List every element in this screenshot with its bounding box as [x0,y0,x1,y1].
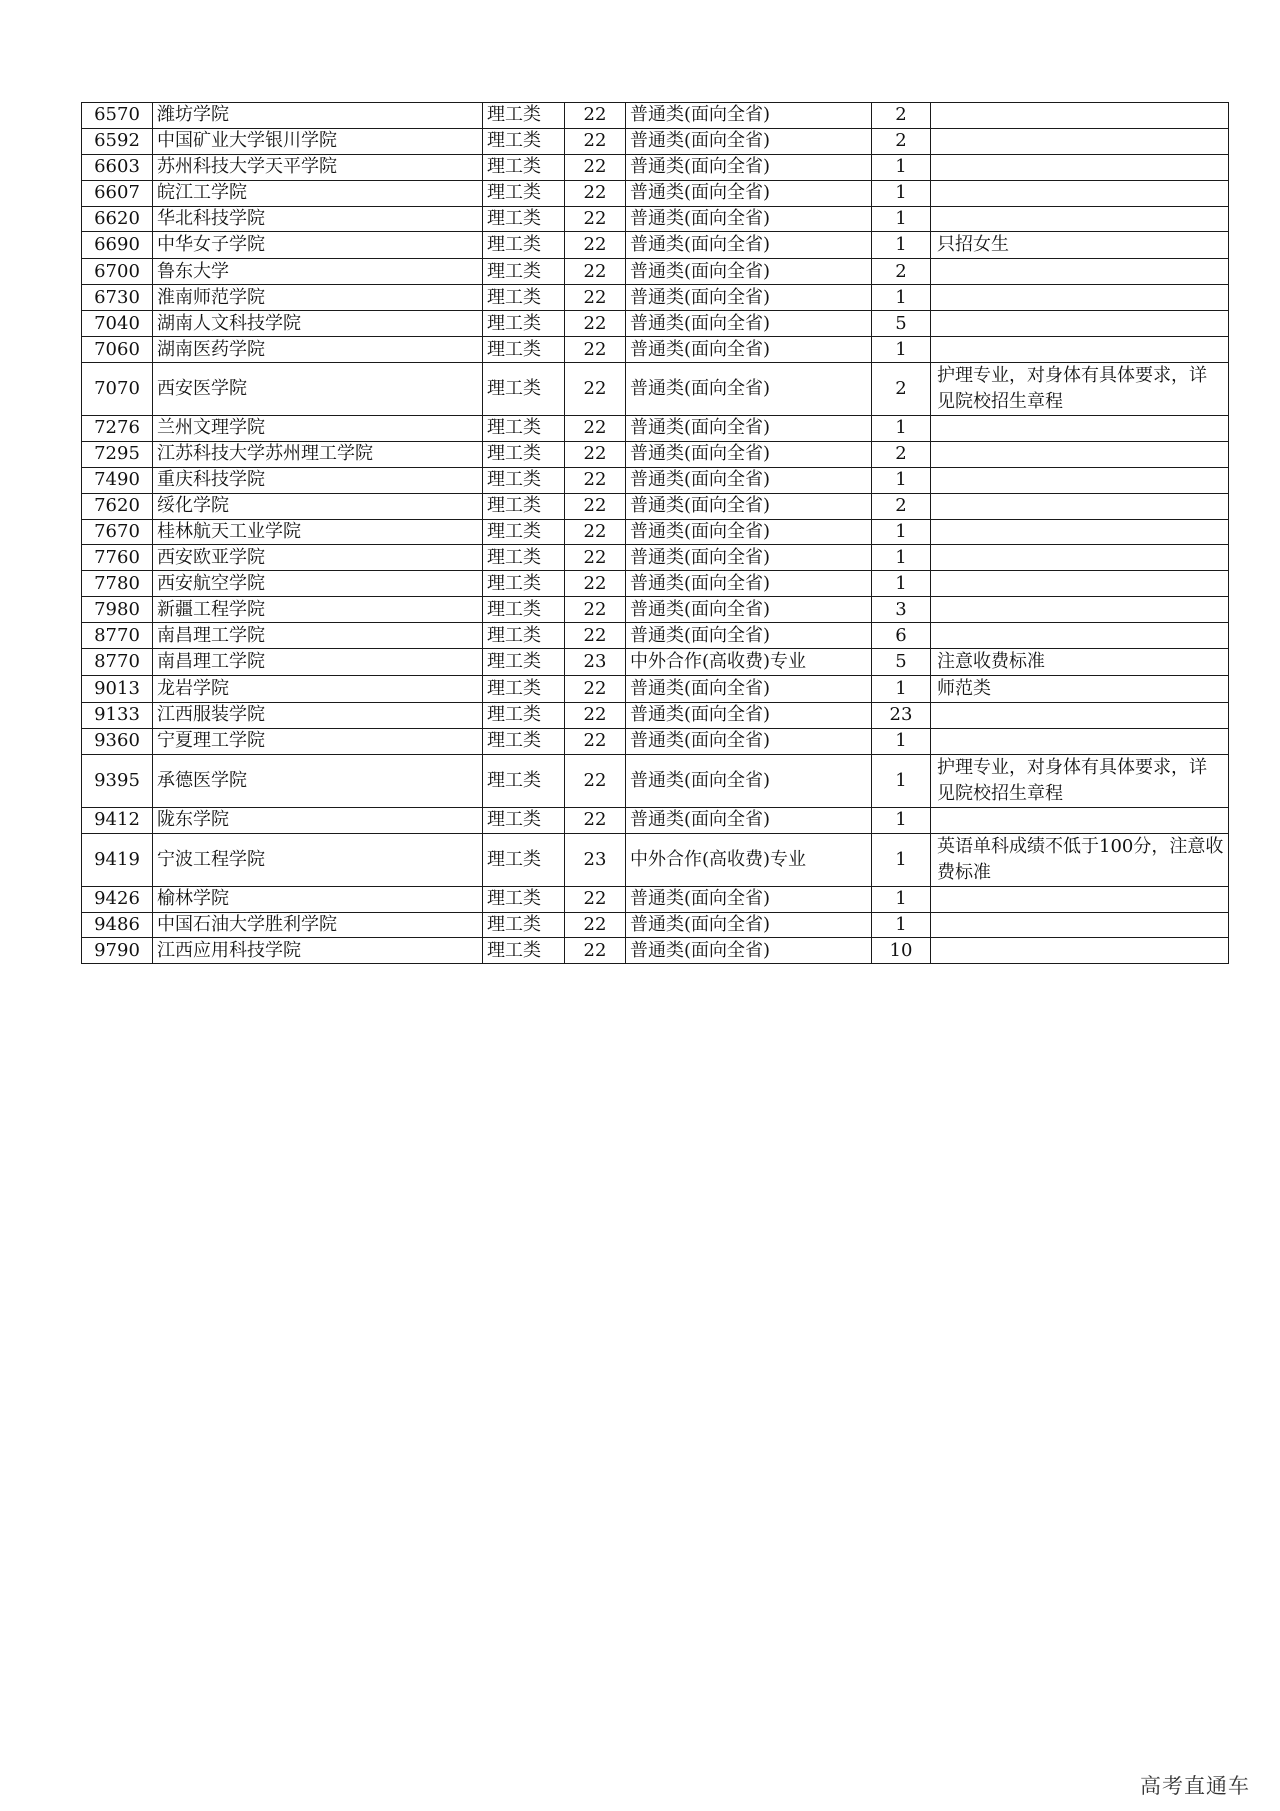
table-row [82,311,1229,337]
subject-category-cell: 理工类 [483,337,565,363]
plan-type-cell: 普通类(面向全省) [626,493,872,519]
note-cell [931,311,1229,337]
plan-type-cell: 普通类(面向全省) [626,467,872,493]
batch-code-cell: 22 [565,467,626,493]
batch-code-cell: 22 [565,311,626,337]
table-row [82,467,1229,493]
school-code-cell: 8770 [82,649,153,676]
school-code-cell: 9486 [82,912,153,938]
school-code-cell: 7980 [82,597,153,623]
batch-code-cell: 22 [565,519,626,545]
note-cell [931,807,1229,833]
batch-code-cell: 22 [565,623,626,649]
batch-code-cell: 22 [565,337,626,363]
school-name-cell: 南昌理工学院 [153,649,483,676]
plan-count-cell: 2 [872,103,931,129]
table-row [82,180,1229,206]
table-row [82,807,1229,833]
note-cell: 注意收费标准 [931,649,1229,676]
subject-category-cell: 理工类 [483,649,565,676]
subject-category-cell: 理工类 [483,676,565,703]
school-code-cell: 6700 [82,259,153,285]
school-name-cell: 绥化学院 [153,493,483,519]
school-code-cell: 6592 [82,128,153,154]
school-name-cell: 皖江工学院 [153,180,483,206]
subject-category-cell: 理工类 [483,285,565,311]
subject-category-cell: 理工类 [483,441,565,467]
plan-count-cell: 1 [872,180,931,206]
subject-category-cell: 理工类 [483,728,565,754]
plan-type-cell: 中外合作(高收费)专业 [626,833,872,886]
table-row [82,128,1229,154]
subject-category-cell: 理工类 [483,886,565,912]
table-row [82,623,1229,649]
note-cell [931,180,1229,206]
batch-code-cell: 22 [565,545,626,571]
subject-category-cell: 理工类 [483,128,565,154]
note-cell [931,128,1229,154]
school-name-cell: 西安航空学院 [153,571,483,597]
note-cell [931,912,1229,938]
plan-count-cell: 1 [872,232,931,259]
plan-count-cell: 1 [872,519,931,545]
plan-type-cell: 普通类(面向全省) [626,128,872,154]
school-name-cell: 重庆科技学院 [153,467,483,493]
plan-type-cell: 普通类(面向全省) [626,886,872,912]
table-row [82,206,1229,232]
table-row [82,103,1229,129]
school-code-cell: 9419 [82,833,153,886]
plan-count-cell: 1 [872,467,931,493]
plan-count-cell: 1 [872,754,931,807]
school-name-cell: 龙岩学院 [153,676,483,703]
batch-code-cell: 22 [565,128,626,154]
note-cell [931,259,1229,285]
subject-category-cell: 理工类 [483,363,565,416]
plan-count-cell: 1 [872,912,931,938]
subject-category-cell: 理工类 [483,259,565,285]
note-cell: 师范类 [931,676,1229,703]
table-row [82,754,1229,807]
table-row [82,285,1229,311]
school-code-cell: 9013 [82,676,153,703]
school-code-cell: 7490 [82,467,153,493]
school-name-cell: 江西服装学院 [153,703,483,729]
school-code-cell: 7040 [82,311,153,337]
note-cell: 护理专业，对身体有具体要求，详见院校招生章程 [931,363,1229,416]
school-name-cell: 承德医学院 [153,754,483,807]
table-row [82,728,1229,754]
note-cell [931,571,1229,597]
batch-code-cell: 22 [565,206,626,232]
enrollment-plan-sheet [81,102,1228,964]
school-code-cell: 9412 [82,807,153,833]
plan-type-cell: 普通类(面向全省) [626,311,872,337]
note-cell [931,545,1229,571]
plan-type-cell: 普通类(面向全省) [626,807,872,833]
plan-type-cell: 普通类(面向全省) [626,206,872,232]
plan-type-cell: 普通类(面向全省) [626,912,872,938]
table-row [82,493,1229,519]
batch-code-cell: 22 [565,597,626,623]
school-code-cell: 9133 [82,703,153,729]
batch-code-cell: 22 [565,676,626,703]
subject-category-cell: 理工类 [483,833,565,886]
table-row [82,571,1229,597]
school-code-cell: 7060 [82,337,153,363]
school-name-cell: 湖南人文科技学院 [153,311,483,337]
school-code-cell: 8770 [82,623,153,649]
school-name-cell: 西安医学院 [153,363,483,416]
table-row [82,938,1229,964]
plan-count-cell: 1 [872,833,931,886]
school-code-cell: 6570 [82,103,153,129]
school-name-cell: 兰州文理学院 [153,416,483,442]
batch-code-cell: 22 [565,493,626,519]
school-name-cell: 淮南师范学院 [153,285,483,311]
school-code-cell: 7070 [82,363,153,416]
subject-category-cell: 理工类 [483,623,565,649]
table-row [82,441,1229,467]
batch-code-cell: 22 [565,416,626,442]
note-cell [931,154,1229,180]
plan-type-cell: 普通类(面向全省) [626,180,872,206]
plan-type-cell: 普通类(面向全省) [626,597,872,623]
subject-category-cell: 理工类 [483,807,565,833]
plan-count-cell: 1 [872,807,931,833]
school-name-cell: 江西应用科技学院 [153,938,483,964]
school-code-cell: 9360 [82,728,153,754]
subject-category-cell: 理工类 [483,103,565,129]
school-code-cell: 6603 [82,154,153,180]
plan-type-cell: 普通类(面向全省) [626,938,872,964]
note-cell: 只招女生 [931,232,1229,259]
note-cell [931,103,1229,129]
table-row [82,154,1229,180]
note-cell [931,519,1229,545]
batch-code-cell: 22 [565,938,626,964]
table-row [82,703,1229,729]
plan-type-cell: 普通类(面向全省) [626,728,872,754]
plan-type-cell: 中外合作(高收费)专业 [626,649,872,676]
plan-count-cell: 1 [872,337,931,363]
school-code-cell: 7780 [82,571,153,597]
note-cell [931,623,1229,649]
subject-category-cell: 理工类 [483,232,565,259]
note-cell [931,938,1229,964]
note-cell [931,728,1229,754]
plan-count-cell: 1 [872,676,931,703]
school-code-cell: 6690 [82,232,153,259]
school-name-cell: 鲁东大学 [153,259,483,285]
plan-count-cell: 23 [872,703,931,729]
plan-count-cell: 1 [872,154,931,180]
school-name-cell: 榆林学院 [153,886,483,912]
batch-code-cell: 22 [565,363,626,416]
table-body [82,103,1229,964]
batch-code-cell: 22 [565,154,626,180]
school-name-cell: 江苏科技大学苏州理工学院 [153,441,483,467]
note-cell [931,467,1229,493]
school-name-cell: 新疆工程学院 [153,597,483,623]
note-cell: 护理专业，对身体有具体要求，详见院校招生章程 [931,754,1229,807]
school-code-cell: 7295 [82,441,153,467]
plan-type-cell: 普通类(面向全省) [626,545,872,571]
plan-type-cell: 普通类(面向全省) [626,441,872,467]
subject-category-cell: 理工类 [483,754,565,807]
subject-category-cell: 理工类 [483,545,565,571]
table-row [82,676,1229,703]
school-code-cell: 7276 [82,416,153,442]
plan-count-cell: 2 [872,128,931,154]
plan-type-cell: 普通类(面向全省) [626,154,872,180]
plan-type-cell: 普通类(面向全省) [626,259,872,285]
subject-category-cell: 理工类 [483,938,565,964]
table-row [82,886,1229,912]
plan-count-cell: 2 [872,493,931,519]
batch-code-cell: 22 [565,886,626,912]
plan-count-cell: 3 [872,597,931,623]
plan-type-cell: 普通类(面向全省) [626,363,872,416]
table-row [82,545,1229,571]
subject-category-cell: 理工类 [483,493,565,519]
school-code-cell: 7620 [82,493,153,519]
school-code-cell: 9426 [82,886,153,912]
batch-code-cell: 22 [565,912,626,938]
plan-count-cell: 1 [872,545,931,571]
batch-code-cell: 22 [565,807,626,833]
school-code-cell: 6730 [82,285,153,311]
plan-count-cell: 1 [872,728,931,754]
school-name-cell: 潍坊学院 [153,103,483,129]
subject-category-cell: 理工类 [483,597,565,623]
subject-category-cell: 理工类 [483,311,565,337]
school-name-cell: 中国石油大学胜利学院 [153,912,483,938]
note-cell [931,441,1229,467]
school-name-cell: 湖南医药学院 [153,337,483,363]
table-row [82,416,1229,442]
school-name-cell: 桂林航天工业学院 [153,519,483,545]
subject-category-cell: 理工类 [483,416,565,442]
plan-count-cell: 2 [872,363,931,416]
plan-type-cell: 普通类(面向全省) [626,754,872,807]
table-row [82,363,1229,416]
subject-category-cell: 理工类 [483,519,565,545]
school-name-cell: 西安欧亚学院 [153,545,483,571]
table-row [82,337,1229,363]
batch-code-cell: 22 [565,259,626,285]
batch-code-cell: 22 [565,754,626,807]
subject-category-cell: 理工类 [483,912,565,938]
table-row [82,833,1229,886]
subject-category-cell: 理工类 [483,703,565,729]
school-code-cell: 6607 [82,180,153,206]
plan-count-cell: 10 [872,938,931,964]
school-code-cell: 9790 [82,938,153,964]
school-name-cell: 陇东学院 [153,807,483,833]
note-cell [931,285,1229,311]
plan-count-cell: 5 [872,649,931,676]
school-code-cell: 7670 [82,519,153,545]
note-cell: 英语单科成绩不低于100分，注意收费标准 [931,833,1229,886]
table-row [82,649,1229,676]
watermark-text: 高考直通车 [1140,1774,1250,1798]
enrollment-plan-table [81,102,1229,964]
plan-count-cell: 5 [872,311,931,337]
batch-code-cell: 22 [565,728,626,754]
plan-count-cell: 2 [872,259,931,285]
plan-type-cell: 普通类(面向全省) [626,285,872,311]
plan-count-cell: 2 [872,441,931,467]
plan-type-cell: 普通类(面向全省) [626,337,872,363]
table-row [82,597,1229,623]
note-cell [931,703,1229,729]
table-row [82,232,1229,259]
plan-type-cell: 普通类(面向全省) [626,416,872,442]
subject-category-cell: 理工类 [483,467,565,493]
plan-count-cell: 1 [872,206,931,232]
batch-code-cell: 23 [565,649,626,676]
note-cell [931,337,1229,363]
plan-type-cell: 普通类(面向全省) [626,623,872,649]
plan-type-cell: 普通类(面向全省) [626,676,872,703]
note-cell [931,597,1229,623]
batch-code-cell: 22 [565,441,626,467]
batch-code-cell: 22 [565,180,626,206]
school-code-cell: 7760 [82,545,153,571]
note-cell [931,493,1229,519]
subject-category-cell: 理工类 [483,571,565,597]
plan-count-cell: 1 [872,571,931,597]
plan-type-cell: 普通类(面向全省) [626,519,872,545]
plan-type-cell: 普通类(面向全省) [626,232,872,259]
batch-code-cell: 22 [565,285,626,311]
school-name-cell: 宁夏理工学院 [153,728,483,754]
note-cell [931,206,1229,232]
school-code-cell: 6620 [82,206,153,232]
subject-category-cell: 理工类 [483,206,565,232]
batch-code-cell: 22 [565,232,626,259]
school-name-cell: 中国矿业大学银川学院 [153,128,483,154]
batch-code-cell: 22 [565,103,626,129]
plan-type-cell: 普通类(面向全省) [626,703,872,729]
note-cell [931,886,1229,912]
school-name-cell: 苏州科技大学天平学院 [153,154,483,180]
school-name-cell: 宁波工程学院 [153,833,483,886]
table-row [82,912,1229,938]
batch-code-cell: 22 [565,571,626,597]
school-name-cell: 南昌理工学院 [153,623,483,649]
plan-count-cell: 1 [872,886,931,912]
plan-count-cell: 1 [872,416,931,442]
batch-code-cell: 23 [565,833,626,886]
subject-category-cell: 理工类 [483,154,565,180]
school-code-cell: 9395 [82,754,153,807]
school-name-cell: 华北科技学院 [153,206,483,232]
subject-category-cell: 理工类 [483,180,565,206]
plan-count-cell: 6 [872,623,931,649]
note-cell [931,416,1229,442]
plan-count-cell: 1 [872,285,931,311]
table-row [82,259,1229,285]
table-row [82,519,1229,545]
plan-type-cell: 普通类(面向全省) [626,571,872,597]
batch-code-cell: 22 [565,703,626,729]
plan-type-cell: 普通类(面向全省) [626,103,872,129]
school-name-cell: 中华女子学院 [153,232,483,259]
